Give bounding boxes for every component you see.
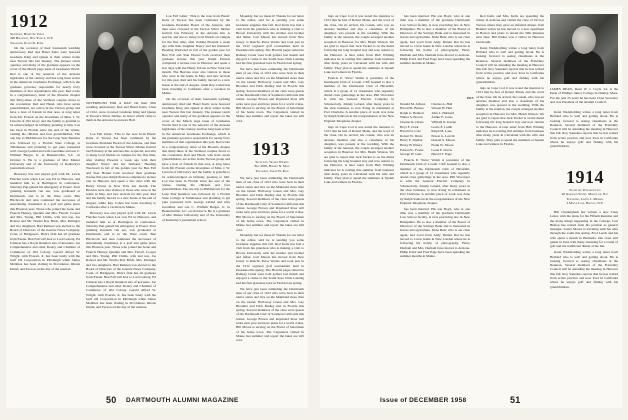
column-text: Francis P. 'Steve' Walsh is president of the Dartmouth Club of Lowell. Cliff Gaskell is also a member of the Dartmouth Club of Haverhill, which is a group of 12 classmates who regularly attend class gatherings in the area. Phil Worcester is with the General Electric Company in Schenectady. Johnny Leland, after many years in the shoe business, is now living in retirement at Port Charlotte. A notable piece of work was done by Ralph Sanborn in the reorganization of the New England Telephone chapter. (400, 158, 470, 205)
roster-name: Donald M. Allison (400, 101, 426, 106)
column-text: has been married. His son Boyd, who at one time was a member of the graduate Dartmouth Law School faculty, is now practicing law in New Hampshire. He is also a member of the Board of Directors of the Savings Bank and is interested in horses and agriculture. Dana Bent, who is our class agent, had word from Andy Durant that he has moved to a new home in New London where he is following his hobby of photography. Harry Durham and Mrs. Durham have moved to Arizona. Philip Pond and Fred Page have been spending the summer months in Maine. (400, 14, 470, 66)
class-year-1912: 1912 (10, 11, 48, 31)
secretary-line: Secretary, Warde Wilkins (255, 160, 289, 164)
column-text-cont2: We have just been reminding the Dartmouth men of our class of 1913 who were born in their native states and live on the Mainland more than on the island. Holloway Green and Mrs. Gay Bloomer and Dick Dudley met in Florida this spring. Several members of the class were guests of the Dartmouth Club of Southern California this winter. George Brown and Raymond Ross will retire next year and have plans for a world cruise. Bill Moore is serving on the Board of Selectmen of his home town. The Carpenters visited in Maine last summer and report the lakes are still cold. (236, 286, 304, 343)
column-text: Red Kelts and Mrs. Kelts are spending the winter in Arizona and visited the class of 1914 at Tucson where they gave an informal dinner. Tom Bennett writes he has moved to a new apartment in Boston and plans to attend the 50th Reunion next June. Bill Parker was a visitor in Hanover last month. (476, 14, 544, 44)
column-text-cont2: ings on Cape Cod it was noted the mention to 1913 that he had of Robert Mann, and the word of the class. On its arrival, his cousin, who was an anxious member and also a classmate of his daughter, was present at the wedding. With the family at the reunion, the couple arranged another reception in Hanover for Mrs. Heath Watson. We are glad to report that Jack Tucker is on the mend following his long hospital stay and now returns to the Hanover. A later letter from Hub Whiting indicates he is retiring this summer from business after many years in Cleveland with his wife and family. They plan to spend the summers at Squam Lake and winters in Florida. (324, 124, 394, 185)
column-2-lower (400, 158, 470, 394)
address-line: Bay 2005, Bonnet N. Main (254, 164, 290, 169)
column-text: Kenn Wadeholding writes a long letter from Holland who is well and getting about. He is looking forward to seeing classmates at the Reunion. Several members of the Fraternity Council will be attending the meeting in Hanover this fall. Roy Saunders reports that he has retired from active practice and now lives in California where he enjoys golf and fishing with his grandchildren. (550, 110, 618, 149)
right-page (320, 6, 622, 408)
class-year-1914: 1914 (566, 167, 604, 187)
roster-name: Walter S. Brown (400, 115, 423, 120)
class-1913-officers (240, 160, 304, 173)
address-line: 420 Broadway, New York 1, N.Y. (10, 36, 54, 41)
column-text: On the occasion of their fourteenth wedding anniversary Red and Hazel Kelts were honored Graduate King and Queen at their winter home near Tucson this last January. The pioneer ranch operator and many of the graduate appears on the cover of the March page issue of Graduates World. Red is one of the senators of the Arizona legislature of the century and has long been active in the American Graduates Exchange, which is the graduate governor responsible for nearly forty members of that organization this year. Red wrote in a congratulatory letter of the Phoenix chapter that thirty-three of the Vermont couples drove to the coronation. Red and Hazel, who have seven grandchildren, are active in the Tucson group and have a host of friends in that area. A long letter from Mr. Everett on the investiture of Miss. J. W. Lincoln of Old Glory and the family is grateful to be acknowledged on birthday greeting to him. Lou has been in Florida since the end of the winter, visiting his children and four grandchildren. The one trip to Middletown for the Leap Year Reunion was followed by a Florida State College at Tallahassee and planning to get pure pressured well. George Leland and wife Geraldine and son C. William Berger, Jr. in Bennettsville, S.C. on October 9. He is a graduate of Mac Master University and of the University of Kentucky's journalism school. (10, 46, 80, 171)
roster-name: John L. Hubbard (431, 110, 455, 115)
address-line-2: 3 Maple Lane, Buffalo, N.Y. (566, 200, 604, 205)
roster-name: Louis F. Norris (431, 147, 452, 152)
roster-name: George W. Gale (400, 152, 422, 157)
class-year-1913: 1913 (252, 139, 290, 159)
roster-name: Ralph M. Lane (431, 129, 452, 134)
column-text: Mounkly, but we mean it! Thanks for our letter to the editor, said he is sending you some Graduate supplies this fall. Red Kelts has had a visit from his grandson who is making a visit to Brown University with his mother and brother and father. Carl Mason has moved from New Jersey to Rancho Palos Verdes and took part in the 1912 regional golf tournament held in Pasadena this spring. The Hovells pages retired in Ramsey Creek were both golfers last month and enjoyed a cruise to the South Seas. Dick Lansing had his first grandson born in Florida last spring. (236, 14, 304, 66)
page-number: 51 (510, 395, 521, 405)
column-1 (324, 14, 394, 394)
secretary-line: Secretary, Edward Leech (569, 188, 601, 192)
column-4 (236, 14, 304, 134)
magazine-title: DARTMOUTH ALUMNI MAGAZINE (126, 397, 239, 404)
treasurer-line: Treasurer, Lester L. Merrill (566, 196, 604, 201)
treasurer-line: Treasurer, Ralph D. Paine (10, 40, 44, 45)
column-4-lower (550, 210, 618, 394)
roster-name: William K. Keene (431, 119, 456, 124)
roster-column-2 (431, 102, 456, 157)
roster-name: Charles A. Hall (431, 101, 453, 106)
roster-name: Harold R. Barnes (400, 106, 424, 111)
column-text-cont: We have just been reminding the Dartmouth men of our class of 1913 who were born in their native states and live on the Mainland more than on the island. Holloway Green and Mrs. Gay Bloomer and Dick Dudley met in Florida this spring. Several members of the class were guests of the Dartmouth Club of Southern California this winter. George Brown and Raymond Ross will retire next year and have plans for a world cruise. Bill Moore is serving on the Board of Selectmen of his home town. The Carpenters visited in Maine last summer and report the lakes are still cold. (236, 67, 304, 123)
column-text-cont: Honorary has and played golf with Dr. Lewis Fletcher back when Lou was Ed in Hanover, and installed him as at Burlington in conference. Saturday Pup gained his emergency at Exeter. Your grinning Kenneth can see, was graduated at Dartmouth, and is in the Ware room. Ben Hitchcock and Ann continued the successes of entertaining classmates at a golf and game place this Houston year. Those who joined the Gene and Francis Harney, Quentin and Mrs. Farrell, Cooper and Mrs. Young, Phil Childs, wife and son, Joe Rohoel and Mr. Norma Ray Brick, Mrs. Pettinger and two daughters. Bart Remsen was elected to the Board of Directors of the Gazette News Company, Conn. of Bridgeport, Dick's firm has all graduate from Exeter. Ben Fall will host to Lord Goberg. Ed Johnson has a Royal Reunion sets of kerosene. Joe Comprehensive and other Rotary and Chamber of Commerce of Old Colony. Gerald Alfred W. Wright, with Everett, Jr. has been lately with the Gulf Oil Corporation in Pittsburgh while James Mobilize has been visiting in Providence, Rhode Island, and Tucson on the day of the reunion. (86, 210, 156, 310)
class-1914-officers (552, 188, 618, 205)
roster-name: Arthur E. Jones (431, 115, 453, 120)
roster-name: Robert W. Davis (400, 133, 423, 138)
roster-name: Harold T. Page (431, 152, 452, 157)
column-text: ings on Cape Cod it was noted the mention to 1913 that he had of Robert Mann, and the word of the class. On its arrival, his cousin, who was an anxious member and also a classmate of his daughter, was present at the wedding. With the family at the reunion, the couple arranged another reception in Hanover for Mrs. Heath Watson. We are glad to report that Jack Tucker is on the mend following his long hospital stay and now returns to the Hanover. A later letter from Hub Whiting indicates he is retiring this summer from business after many years in Cleveland with his wife and family. They plan to spend the summers at Squam Lake and winters in Florida. (324, 14, 394, 74)
column-2 (400, 14, 470, 92)
class-1912-officers (10, 32, 80, 45)
photo-caption: SOVEREIGNS FOR A DAY: On their 50th wedding anniversary, Red and Hazel Kelts, Class of 1912, were crowned Graduate King and Queen at Tucson's Silver Jubilee, an honor which came to them in the Arizona Governors Hall. (86, 101, 156, 123)
column-text-cont: On the occasion of their fourteenth wedding anniversary Red and Hazel Kelts were honored Graduate King and Queen at their winter home near Tucson this last January. The pioneer ranch operator and many of the graduate appears on the cover of the March page issue of Graduates World. Red is one of the senators of the Arizona legislature of the century and has long been active in the American Graduates Exchange, which is the graduate governor responsible for nearly forty members of that organization this year. Red wrote in a congratulatory letter of the Phoenix chapter that thirty-three of the Vermont couples drove to the coronation. Red and Hazel, who have seven grandchildren, are active in the Tucson group and have a host of friends in that area. A long letter from Mr. Everett on the investiture of Miss. J. W. Lincoln of Old Glory and the family is grateful to be acknowledged on birthday greeting to him. Lou has been in Florida since the end of the winter, visiting his children and four grandchildren. The one trip to Middletown for the Leap Year Reunion was followed by a Florida State College at Tallahassee and planning to get pure pressured well. George Leland and wife Geraldine and son C. William Berger, Jr. in Bennettsville, S.C. on October 9. He is a graduate of Mac Master University and of the University of Kentucky's journalism school. (162, 97, 230, 222)
column-4-lower (236, 176, 304, 394)
column-1 (10, 46, 80, 394)
roster-name: Donald S. Mason (431, 138, 455, 143)
roster-name: Harold O. Cole (400, 129, 421, 134)
column-text-cont2: ings on Cape Cod it was noted the mention to 1913 that he had of Robert Mann, and the word of the class. On its arrival, his cousin, who was an anxious member and also a classmate of his daughter, was present at the wedding. With the family at the reunion, the couple arranged another reception in Hanover for Mrs. Heath Watson. We are glad to report that Jack Tucker is on the mend following his long hospital stay and now returns to the Hanover. A later letter from Hub Whiting indicates he is retiring this summer from business after many years in Cleveland with his wife and family. They plan to spend the summers at Squam Lake and winters in Florida. (476, 85, 544, 146)
column-text-cont: Francis P. 'Steve' Walsh is president of the Dartmouth Club of Lowell. Cliff Gaskell is also a member of the Dartmouth Club of Haverhill, which is a group of 12 classmates who regularly attend class gatherings in the area. Phil Worcester is with the General Electric Company in Schenectady. Johnny Leland, after many years in the shoe business, is now living in retirement at Port Charlotte. A notable piece of work was done by Ralph Sanborn in the reorganization of the New England Telephone chapter. (324, 75, 394, 123)
column-text-cont: Mounkly, but we mean it! Thanks for our letter to the editor, said he is sending you some Graduate supplies this fall. Red Kelts has had a visit from his grandson who is making a visit to Brown University with his mother and brother and father. Carl Mason has moved from New Jersey to Rancho Palos Verdes and took part in the 1912 regional golf tournament held in Pasadena this spring. The Hovells pages retired in Ramsey Creek were both golfers last month and enjoyed a cruise to the South Seas. Dick Lansing had his first grandson born in Florida last spring. (236, 233, 304, 285)
photo-kelts-couple (86, 14, 156, 98)
address-line: 40 Oakwood Street, Montclair, N.J. (561, 192, 609, 197)
column-text-cont: has been married. His son Boyd, who at one time was a member of the graduate Dartmouth Law School faculty, is now practicing law in New Hampshire. He is also a member of the Board of Directors of the Savings Bank and is interested in horses and agriculture. Dana Bent, who is our class agent, had word from Andy Durant that he has moved to a new home in New London where he is following his hobby of photography. Harry Durham and Mrs. Durham have moved to Arizona. Philip Pond and Fred Page have been spending the summer months in Maine. (400, 206, 470, 259)
column-3 (476, 14, 544, 394)
roster-name: Ernest G. Leavitt (431, 133, 455, 138)
roster-name: Henry B. Emery (400, 142, 423, 147)
photo-dean-portrait (550, 14, 618, 84)
roster-name: Harry E. Dunbar (400, 138, 423, 143)
treasurer-line: Treasurer, Joseph W. Ross (255, 168, 289, 173)
column-text-cont: Kenn Wadeholding writes a long letter from Holland who is well and getting about. He is looking forward to seeing classmates at the Reunion. Several members of the Fraternity Council will be attending the meeting in Hanover this fall. Roy Saunders reports that he has retired from active practice and now lives in California where he enjoys golf and fishing with his grandchildren. (550, 250, 618, 289)
roster-name: Warren H. Hart (431, 106, 453, 111)
column-text: Lou Fall Gitter: 'This is the note from Hazel: Kelts of Tucson has been continued by the Graduate President Board of the Arizona, and then were crowned at the Tucson Silver Jubilee festival last February at the Arizona Inn. A special, and also to many local friends on campus for the first time, after visiting Phoenix a week ago with their daughter Nancy and her husband.' Heading Westward in fall of the golden year for Ben Fall and Stan Horner both received their graduate license this year. Ralph Preston completed a lecture tour in Hanover and spent a few days with the Henry Urions in New York last month. The Heavies were also visitors to those who were at the home in May, and new arrivals for this year. Red and his family moved to a new house at the end of August, while Ray Cohen has been traveling to California after a vacation in Maine. (86, 132, 156, 210)
left-page (6, 6, 308, 408)
secretary-line: Secretary, Henry K. Urion (10, 32, 44, 36)
column-text-cont: Kenn Wadeholding writes a long letter from Holland who is well and getting about. He is looking forward to seeing classmates at the Reunion. Several members of the Fraternity Council will be attending the meeting in Hanover this fall. Roy Saunders reports that he has retired from active practice and now lives in California where he enjoys golf and fishing with his grandchildren. (476, 45, 544, 85)
column-text: Lou Fall Gitter: 'This is the note from Hazel: Kelts of Tucson has been continued by the Graduate President Board of the Arizona, and then were crowned at the Tucson Silver Jubilee festival last February at the Arizona Inn. A special, and also to many local friends on campus for the first time, after visiting Phoenix a week ago with their daughter Nancy and her husband.' Heading Westward in fall of the golden year for Ben Fall and Stan Horner both received their graduate license this year. Ralph Preston completed a lecture tour in Hanover and spent a few days with the Henry Urions in New York last month. The Heavies were also visitors to those who were at the home in May, and new arrivals for this year. Red and his family moved to a new house at the end of August, while Ray Cohen has been traveling to California after a vacation in Maine. (162, 14, 230, 96)
page-number: 50 (106, 395, 117, 405)
column-3 (162, 14, 230, 394)
column-text: Bill Cunningham has written a new Class Letter, with the plans for his Fiftieth Reunion and the many things happening in the College. Carl Bishop has retired from his position as general manager. Lester Moore is traveling with his wife through the south this spring. Fred Leech and his wife spent a month in Bermuda. Our class will gather in June with many returning for a round of golf and the traditional dinner at the Inn. (550, 210, 618, 249)
roster-name: Lewis E. Lamb (431, 124, 453, 129)
roster-name: Frank W. Moore (431, 142, 454, 147)
roster-name: Ralph G. Bennett (400, 110, 424, 115)
column-4-upper (550, 110, 618, 168)
roster-heading: 1913 (466, 96, 474, 100)
roster-name: Edward L. Foster (400, 147, 424, 152)
column-text-cont: Honorary has and played golf with Dr. Lewis Fletcher back when Lou was Ed in Hanover, and installed him as at Burlington in conference. Saturday Pup gained his emergency at Exeter. Your grinning Kenneth can see, was graduated at Dartmouth, and is in the Ware room. Ben Hitchcock and Ann continued the successes of entertaining classmates at a golf and game place this Houston year. Those who joined the Gene and Francis Harney, Quentin and Mrs. Farrell, Cooper and Mrs. Young, Phil Childs, wife and son, Joe Rohoel and Mr. Norma Ray Brick, Mrs. Pettinger and two daughters. Bart Remsen was elected to the Board of Directors of the Gazette News Company, Conn. of Bridgeport, Dick's firm has all graduate from Exeter. Ben Fall will host to Lord Goberg. Ed Johnson has a Royal Reunion sets of kerosene. Joe Comprehensive and other Rotary and Chamber of Commerce of Old Colony. Gerald Alfred W. Wright, with Everett, Jr. has been lately with the Gulf Oil Corporation in Pittsburgh while James Mobilize has been visiting in Providence, Rhode Island, and Tucson on the day of the reunion. (10, 172, 80, 271)
issue-date: Issue of DECEMBER 1958 (380, 397, 467, 404)
roster-name: Hoyt F. Clark (400, 124, 419, 129)
photo-caption: JAMES DEAN, Dean W. J. Coyle '14, is the Dean of Phillips Junior College in Dudley, Mass. For the past 25 years he has been Class Secretary and was President of the Alumni Council. (550, 87, 618, 104)
column-text: We have just been reminding the Dartmouth men of our class of 1913 who were born in their native states and live on the Mainland more than on the island. Holloway Green and Mrs. Gay Bloomer and Dick Dudley met in Florida this spring. Several members of the class were guests of the Dartmouth Club of Southern California this winter. George Brown and Raymond Ross will retire next year and have plans for a world cruise. Bill Moore is serving on the Board of Selectmen of his home town. The Carpenters visited in Maine last summer and report the lakes are still cold. (236, 176, 304, 232)
roster-column-1 (400, 102, 425, 157)
column-2 (86, 132, 156, 394)
roster-name: Chester R. Chase (400, 119, 424, 124)
